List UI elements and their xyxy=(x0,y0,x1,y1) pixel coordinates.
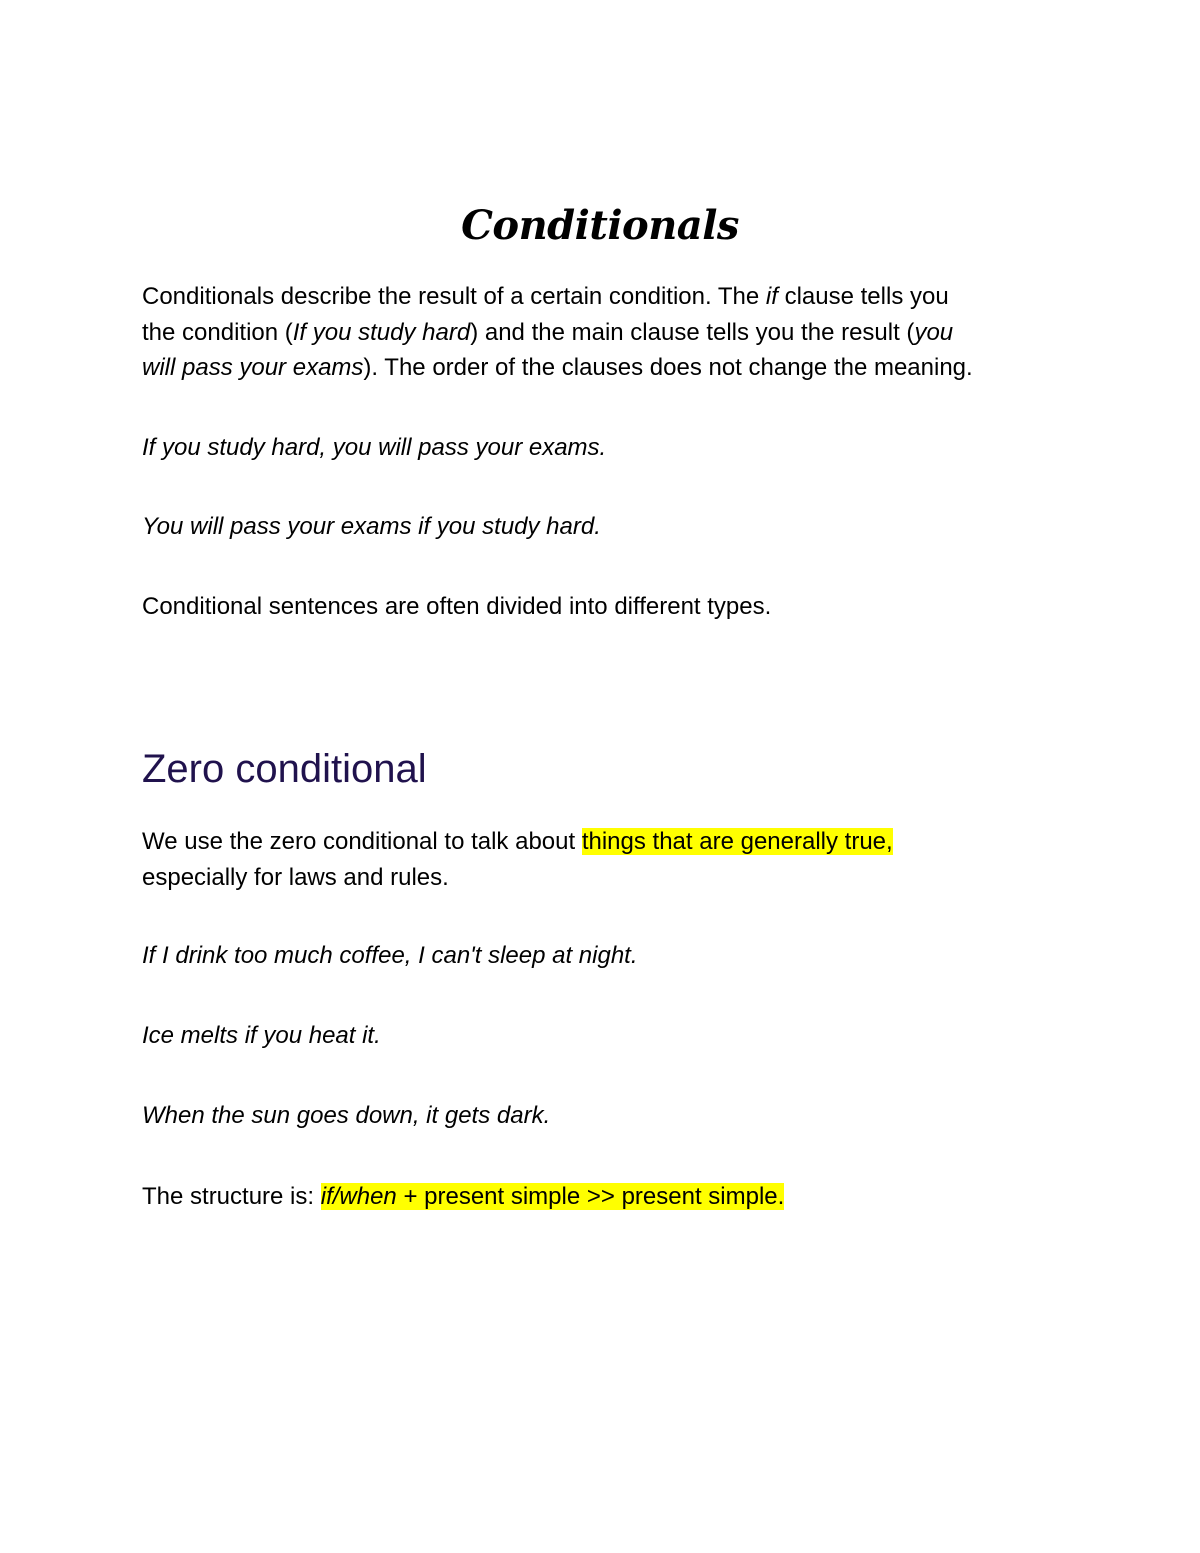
intro-text: ) and the main clause tells you the result ( xyxy=(470,318,915,346)
zero-description xyxy=(142,824,1072,895)
intro-italic: If you study hard xyxy=(292,318,471,346)
zero-desc-line-1 xyxy=(142,824,1072,860)
zero-example-1: If I drink too much coffee, I can't sleep at night. xyxy=(142,942,638,969)
structure-label: The structure is: xyxy=(142,1183,321,1210)
structure-highlight-italic: if/when xyxy=(320,1183,397,1210)
intro-italic: if xyxy=(765,283,778,310)
zero-structure xyxy=(142,1179,1072,1215)
intro-line-3 xyxy=(142,350,1072,386)
zero-desc-line-2: especially for laws and rules. xyxy=(142,863,449,891)
intro-italic: will pass your exams xyxy=(142,354,364,381)
document-title: Conditionals xyxy=(461,202,739,249)
intro-text: the condition ( xyxy=(142,318,293,346)
structure-highlight: + present simple >> present simple. xyxy=(396,1183,785,1210)
intro-text: clause tells you xyxy=(777,283,949,310)
intro-paragraph xyxy=(142,279,1072,386)
types-paragraph: Conditional sentences are often divided into different types. xyxy=(142,593,772,620)
zero-desc-text: We use the zero conditional to talk about xyxy=(142,828,582,855)
zero-example-3: When the sun goes down, it gets dark. xyxy=(142,1102,551,1129)
zero-example-2: Ice melts if you heat it. xyxy=(142,1022,381,1049)
highlighted-text: things that are generally true, xyxy=(581,828,893,855)
example-sentence-1: If you study hard, you will pass your exams. xyxy=(142,434,607,461)
intro-text: ). The order of the clauses does not change the meaning. xyxy=(363,354,973,381)
intro-line-1 xyxy=(142,279,1072,315)
intro-line-2 xyxy=(142,315,1072,351)
zero-conditional-heading: Zero conditional xyxy=(142,747,427,791)
example-sentence-2: You will pass your exams if you study hard. xyxy=(142,513,601,540)
intro-text: Conditionals describe the result of a certain condition. The xyxy=(142,283,766,310)
intro-italic: you xyxy=(914,318,954,346)
